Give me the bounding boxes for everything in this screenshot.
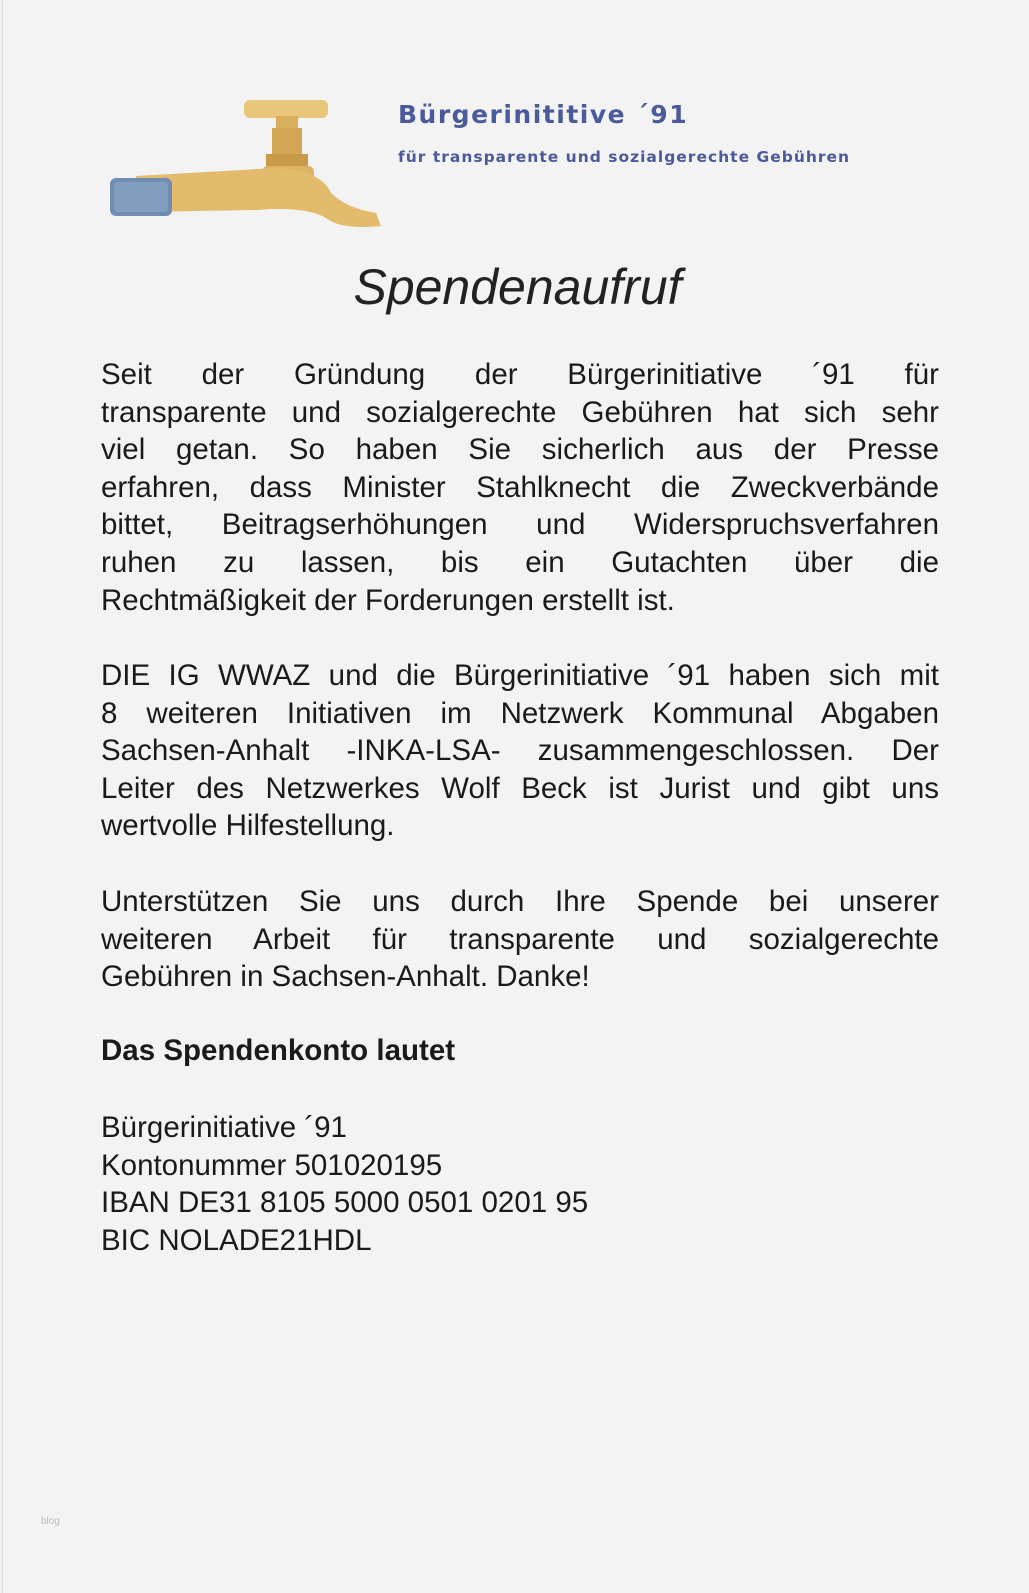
text-line: erfahren, dass Minister Stahlknecht die Zweckverbände [101,470,939,504]
text-line: ruhen zu lassen, bis ein Gutachten über die [101,545,939,579]
account-details [101,1109,588,1259]
document-page [2,0,1028,1593]
organization-tagline: für transparente und sozialgerechte Gebühren [398,148,851,166]
image-credit [104,95,116,175]
paragraph-1 [101,356,939,619]
text-line: Seit der Gründung der Bürgerinitiative ´91 für [101,358,939,391]
text-line: Unterstützen Sie uns durch Ihre Spende bei unserer [101,885,939,918]
text-line: bittet, Beitragserhöhungen und Widerspruchsverfahren [101,508,939,542]
watermark: blog [41,1516,60,1527]
text-line: Sachsen-Anhalt -INKA-LSA- zusammengeschlossen. Der [101,734,939,768]
text-line: viel getan. So haben Sie sicherlich aus der Presse [101,433,939,467]
text-line: Rechtmäßigkeit der Forderungen erstellt ist. [101,583,675,617]
account-heading: Das Spendenkonto lautet [101,1034,456,1067]
paragraph-3 [101,883,939,996]
paragraph-2 [101,657,939,845]
account-holder: Bürgerinitiative ´91 [101,1111,347,1144]
iban: IBAN DE31 8105 5000 0501 0201 95 [101,1186,589,1220]
page-title: Spendenaufruf [353,259,682,315]
text-line: Leiter des Netzwerkes Wolf Beck ist Jurist und gibt uns [101,771,939,805]
text-line: DIE IG WWAZ und die Bürgerinitiative ´91 haben sich mit [101,659,939,692]
text-line: Gebühren in Sachsen-Anhalt. Danke! [101,960,590,994]
text-line: wertvolle Hilfestellung. [101,809,395,843]
bic: BIC NOLADE21HDL [101,1223,372,1257]
account-number: Kontonummer 501020195 [101,1148,443,1182]
water-tap-logo [106,98,386,233]
organization-name: Bürgerinititive ´91 [398,100,689,129]
text-line: weiteren Arbeit für transparente und sozialgerechte [101,922,939,956]
text-line: 8 weiteren Initiativen im Netzwerk Kommunal Abgaben [101,696,939,730]
text-line: transparente und sozialgerechte Gebühren hat sich sehr [101,395,939,429]
